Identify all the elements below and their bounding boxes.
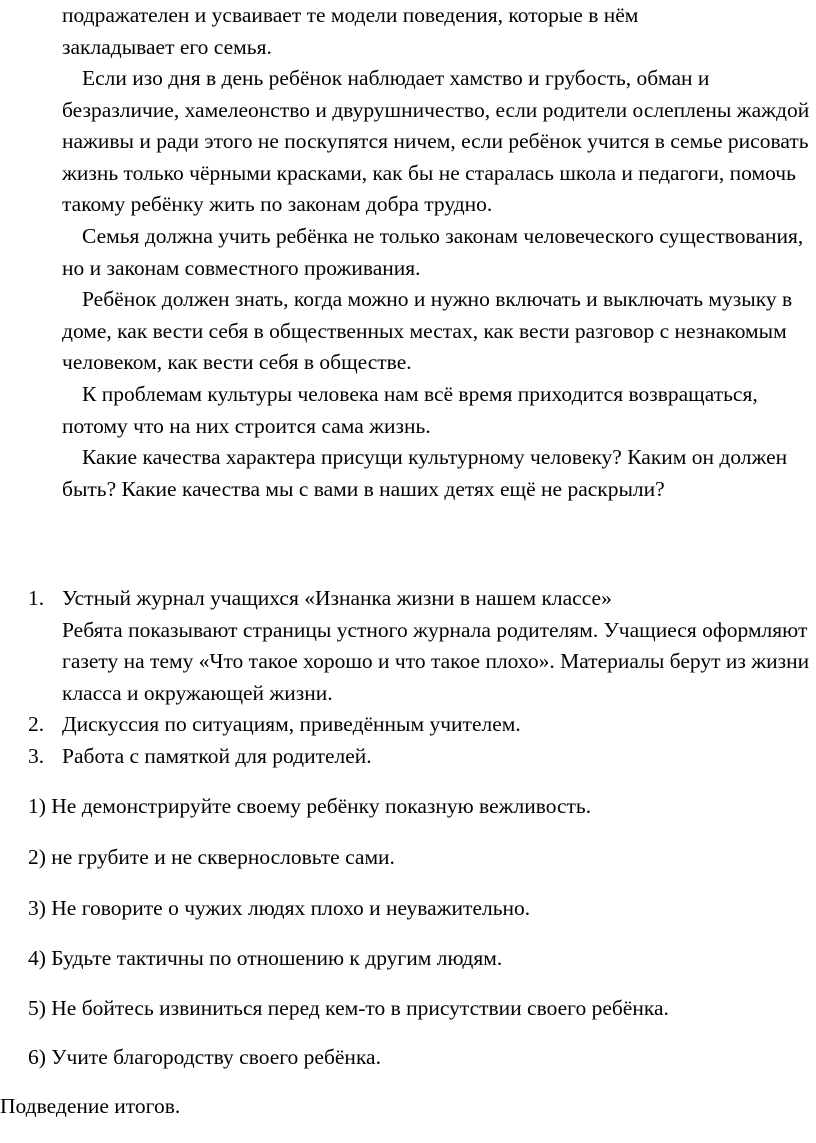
memo-item: 6) Учите благородству своего ребёнка. [28, 1045, 381, 1069]
memo-item: 5) Не бойтесь извиниться перед кем-то в присутствии своего ребёнка. [28, 996, 669, 1020]
body-paragraphs [62, 63, 810, 505]
summary-heading: Подведение итогов. [0, 1094, 181, 1118]
list-item [0, 741, 810, 773]
list-item-title: Устный журнал учащихся «Изнанка жизни в нашем классе» [62, 586, 612, 610]
list-item [0, 709, 810, 741]
paragraph-family-teaching: Семья должна учить ребёнка не только законам человеческого существования, но и законам совместного проживания. [62, 223, 804, 280]
memo-item: 3) Не говорите о чужих людях плохо и неуважительно. [28, 896, 531, 920]
intro-line: закладывает его семья. [62, 34, 272, 59]
memo-item: 2) не грубите и не сквернословьте сами. [28, 845, 395, 869]
list-item-number: 2. [28, 712, 45, 737]
memo-item: 4) Будьте тактичны по отношению к другим людям. [28, 946, 503, 970]
paragraph-child-knowledge: Ребёнок должен знать, когда можно и нужно включать и выключать музыку в доме, как вести себя в общественных местах, как вести разговор с незнакомым человеком, как вести себя в обществе. [62, 287, 793, 375]
memo-item: 1) Не демонстрируйте своему ребёнку показную вежливость. [28, 794, 592, 818]
list-item-number: 3. [28, 743, 45, 768]
paragraph-family-behavior: Если изо дня в день ребёнок наблюдает хамство и грубость, обман и безразличие, хамелеонство и двурушничество, если родители ослеплены жаждой наживы и ради этого не поскупятся ничем, если ребёнок учится в семье рисовать жизнь только чёрными красками, как бы не старалась школа и педагоги, помочь такому ребёнку жить по законам добра трудно. [62, 66, 810, 217]
ordered-list [0, 583, 810, 773]
list-item-title: Дискуссия по ситуациям, приведённым учителем. [62, 712, 521, 737]
list-item-title: Работа с памяткой для родителей. [62, 743, 372, 768]
paragraph-culture-problems: К проблемам культуры человека нам всё время приходится возвращаться, потому что на них строится сама жизнь. [62, 381, 758, 438]
intro-text [62, 0, 810, 63]
list-item-body: Ребята показывают страницы устного журнала родителям. Учащиеся оформляют газету на тему «Что такое хорошо и что такое плохо». Материалы берут из жизни класса и окружающей жизни. [62, 617, 810, 705]
intro-line: подражателен и усваивает те модели поведения, которые в нём [62, 3, 639, 27]
list-item [0, 583, 810, 709]
list-item-number: 1. [28, 586, 45, 610]
paragraph-qualities-question: Какие качества характера присущи культурному человеку? Каким он должен быть? Какие качества мы с вами в наших детях ещё не раскрыли? [62, 445, 788, 501]
